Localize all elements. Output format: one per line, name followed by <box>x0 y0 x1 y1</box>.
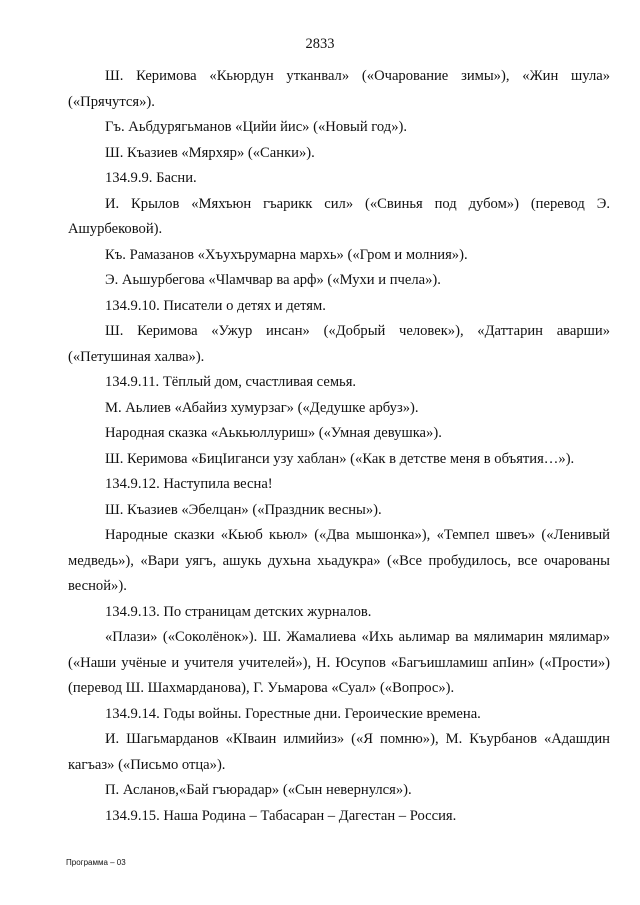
paragraph: П. Асланов,«Бай гъюрадар» («Сын невернулся»). <box>105 782 412 798</box>
paragraph: Къ. Рамазанов «Хъухърумарна мархь» («Гром и молния»). <box>105 246 468 263</box>
paragraph: «Плази» («Соколёнок»). Ш. Жамалиева «Ихь аьлимар ва мялимарин мялимар» («Наши учёные и учителя учителей»), Н. Юсупов «Багъишламиш апІин» («Прости») (перевод Ш. Шахмарданова), Г. Уьмарова «Суал» («Вопрос»). <box>68 629 610 696</box>
document-body <box>68 64 610 829</box>
page-number: 2833 <box>305 36 335 52</box>
paragraph: М. Аьлиев «Абайиз хумурзаг» («Дедушке арбуз»). <box>105 399 419 416</box>
section-heading: 134.9.13. По страницам детских журналов. <box>105 603 372 620</box>
section-heading: 134.9.10. Писатели о детях и детям. <box>105 297 326 314</box>
paragraph: Гъ. Аьбдурягьманов «Цийи йис» («Новый год»). <box>105 119 408 135</box>
section-heading: 134.9.14. Годы войны. Горестные дни. Героические времена. <box>105 705 481 722</box>
paragraph: Ш. Керимова «БицІиганси узу хаблан» («Как в детстве меня в объятия…»). <box>105 450 575 467</box>
paragraph: Ш. Керимова «Ужур инсан» («Добрый человек»), «Даттарин аварши» («Петушиная халва»). <box>68 323 610 365</box>
section-heading: 134.9.15. Наша Родина – Табасаран – Дагестан – Россия. <box>105 807 457 824</box>
section-heading: 134.9.12. Наступила весна! <box>105 476 273 492</box>
paragraph: Народная сказка «Аькьюллуриш» («Умная девушка»). <box>105 425 442 441</box>
paragraph: Народные сказки «Кьюб кьюл» («Два мышонка»), «Темпел швеъ» («Ленивый медведь»), «Вари уягъ, ашукь духьна хьадукра» («Все пробудилось, все очарованы весной»). <box>68 527 610 594</box>
paragraph: Ш. Къазиев «Мярхяр» («Санки»). <box>105 144 315 161</box>
paragraph: Ш. Керимова «Кьюрдун утканвал» («Очарование зимы»), «Жин шула» («Прячутся»). <box>68 68 610 110</box>
paragraph: Ш. Къазиев «Эбелцан» («Праздник весны»). <box>105 501 382 518</box>
section-heading: 134.9.9. Басни. <box>105 170 197 186</box>
section-heading: 134.9.11. Тёплый дом, счастливая семья. <box>105 374 357 390</box>
page-footer: Программа – 03 <box>66 858 126 867</box>
paragraph: И. Крылов «Мяхъюн гъарикк сил» («Свинья под дубом») (перевод Э. Ашурбековой). <box>68 195 610 237</box>
paragraph: И. Шагьмарданов «КІваин илмийиз» («Я помню»), М. Къурбанов «Адашдин кагъаз» («Письмо отца»). <box>68 731 610 773</box>
paragraph: Э. Аьшурбегова «Чlамчвар ва арф» («Мухи и пчела»). <box>105 272 441 288</box>
